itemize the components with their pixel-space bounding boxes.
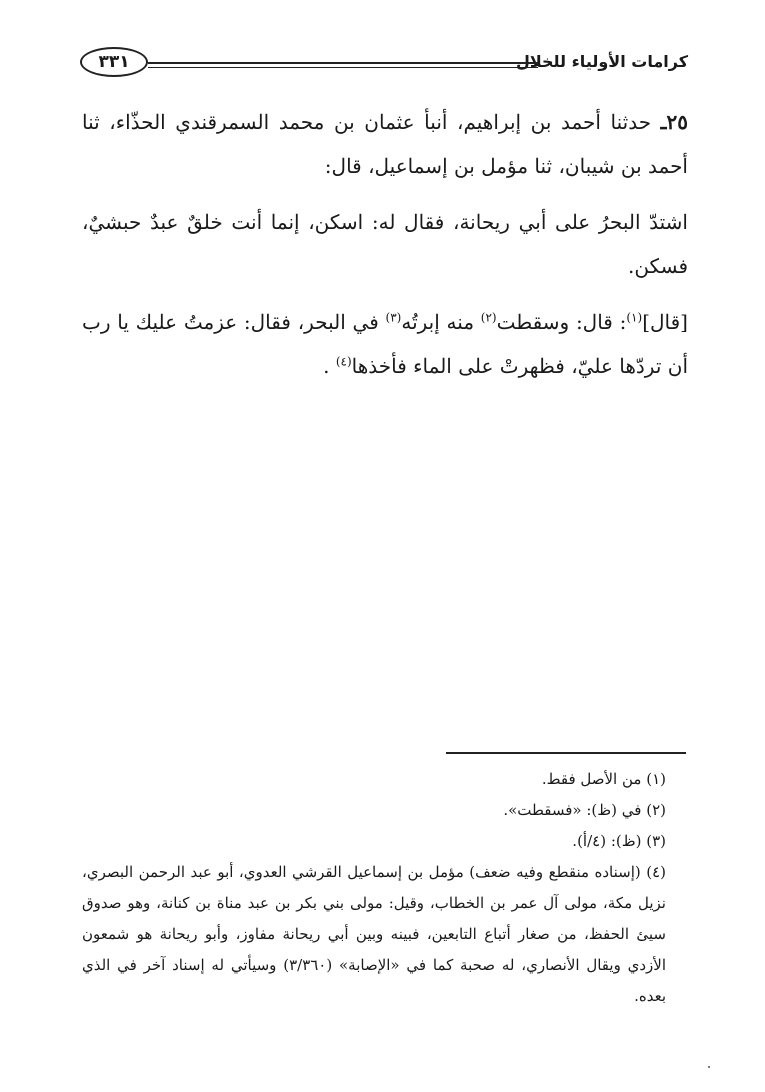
- footnote-ref-2: (٢): [480, 310, 497, 325]
- footnote-2: (٢) في (ظ): «فسقطت».: [503, 801, 666, 819]
- paragraph-story: [82, 200, 688, 288]
- paragraph-text: حدثنا أحمد بن إبراهيم، أنبأ عثمان بن محمد السمرقندي الحذّاء، ثنا أحمد بن شيبان، ثنا مؤمل بن إسماعيل، قال:: [82, 110, 688, 178]
- text-segment: في البحر، فقال: عزمتُ عليك يا رب أن تردّها عليّ، فظهرتْ على الماء فأخذها: [82, 310, 688, 378]
- paragraph-text: اشتدّ البحرُ على أبي ريحانة، فقال له: اسكن، إنما أنت خلقٌ عبدٌ حبشيٌ، فسكن.: [82, 210, 688, 278]
- footnotes: [82, 764, 688, 1012]
- running-title: كرامات الأولياء للخلال: [515, 52, 688, 71]
- text-segment: : قال: وسقطت: [496, 310, 627, 334]
- footnote-4: (٤) (إسناده منقطع وفيه ضعف) مؤمل بن إسماعيل القرشي العدوي، أبو عبد الرحمن البصري، نزيل مكة، مولى آل عمر بن الخطاب، وقيل: مولى بني بكر بن عبد مناة بن كنانة، وهو صدوق سيئ الحفظ، من صغار أتباع التابعين، فبينه وبين أبي ريحانة مفاوز، وأبو ريحانة هو شمعون الأزدي ويقال الأنصاري، له صحبة كما في «الإصابة» (٣/٣٦٠) وسيأتي له إسناد آخر في الذي بعده.: [82, 863, 666, 1005]
- text-segment: منه إبرتُه: [401, 310, 481, 334]
- paragraph-needle: [82, 300, 688, 388]
- main-text: [82, 100, 688, 400]
- footnote-separator: [446, 752, 686, 754]
- text-segment: [قال]: [642, 310, 688, 334]
- footnote-3: (٣) (ظ): (٤/أ).: [572, 832, 666, 850]
- page-number-badge: [80, 47, 148, 77]
- footnote-1: (١) من الأصل فقط.: [541, 770, 666, 788]
- header-rule: [148, 62, 538, 64]
- page-number: ٣٣١: [98, 52, 130, 72]
- hadith-number: ٢٥ـ: [660, 110, 688, 134]
- footnote-ref-3: (٣): [385, 310, 402, 325]
- header-rule-thin: [148, 67, 538, 68]
- page-header: [80, 40, 688, 90]
- scan-speck: [708, 1066, 710, 1068]
- footnote-ref-1: (١): [626, 310, 643, 325]
- footnote-ref-4: (٤): [335, 354, 352, 369]
- paragraph-25: [82, 100, 688, 188]
- text-segment: .: [323, 354, 336, 378]
